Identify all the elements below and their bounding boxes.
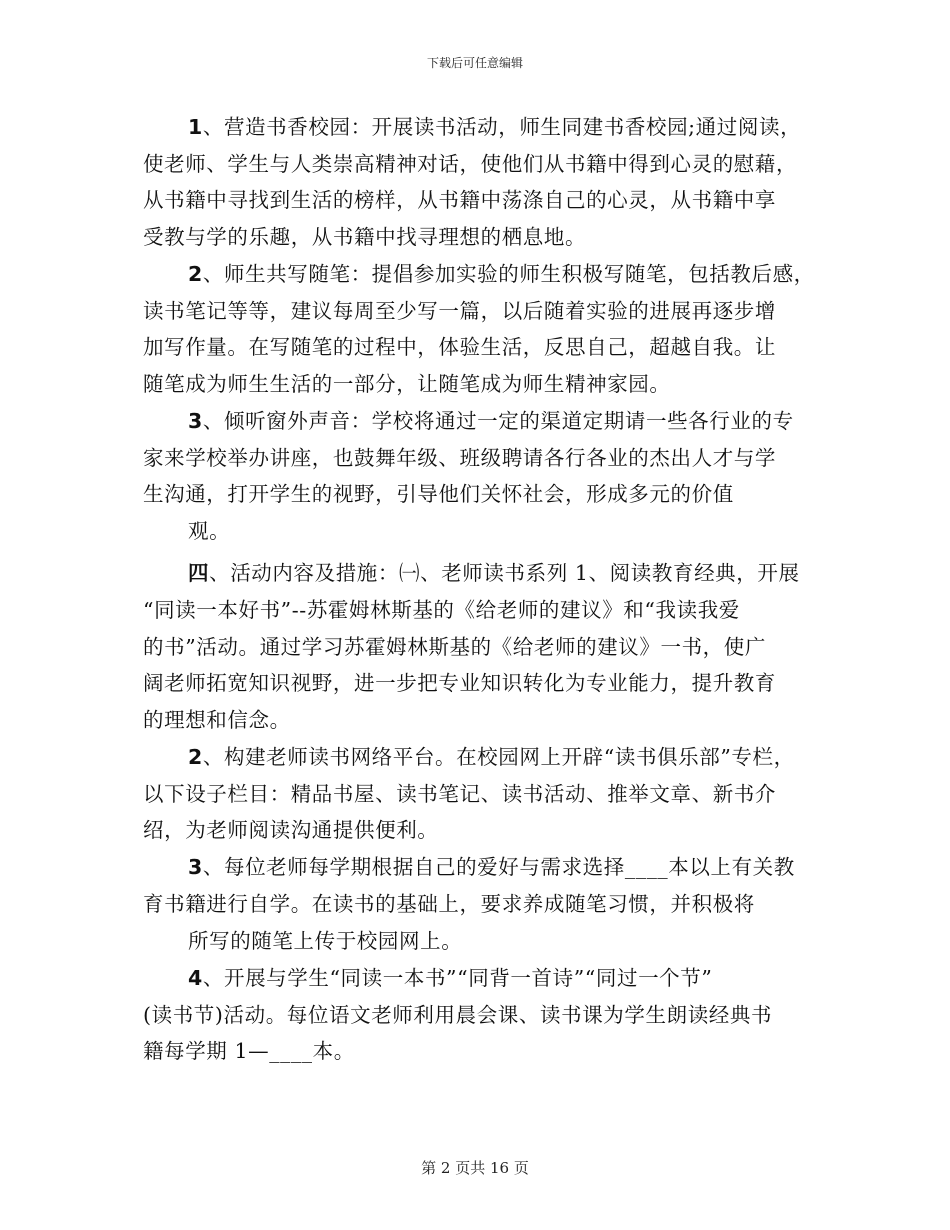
section-number: 四: [188, 561, 210, 585]
paragraph-line: 4、开展与学生“同读一本书”“同背一首诗”“同过一个节”: [188, 966, 713, 990]
paragraph-line: 3、倾听窗外声音：学校将通过一定的渠道定期请一些各行业的专: [188, 409, 794, 433]
item-number: 2: [188, 262, 203, 286]
item-number: 3: [188, 855, 203, 879]
paragraph-line: 的理想和信念。: [143, 708, 291, 732]
page-footer: 第 2 页共 16 页: [421, 1159, 529, 1177]
paragraph-line: “同读一本好书”--苏霍姆林斯基的《给老师的建议》和“我读我爱: [143, 598, 740, 622]
paragraph-line: 所写的随笔上传于校园网上。: [188, 929, 463, 953]
paragraph-line: 育书籍进行自学。在读书的基础上，要求养成随笔习惯，并积极将: [143, 892, 755, 916]
paragraph-line: 的书”活动。通过学习苏霍姆林斯基的《给老师的建议》一书，使广: [143, 635, 766, 659]
paragraph-line: 3、每位老师每学期根据自己的爱好与需求选择____本以上有关教: [188, 855, 795, 879]
item-number: 3: [188, 409, 203, 433]
paragraph-line: 1、营造书香校园：开展读书活动，师生同建书香校园;通过阅读，: [188, 115, 802, 139]
paragraph-line: 2、构建老师读书网络平台。在校园网上开辟“读书俱乐部”专栏，: [188, 745, 795, 769]
paragraph-line: 2、师生共写随笔：提倡参加实验的师生积极写随笔，包括教后感，: [188, 262, 815, 286]
item-number: 1: [188, 115, 203, 139]
paragraph-line: 以下设子栏目：精品书屋、读书笔记、读书活动、推举文章、新书介: [143, 782, 776, 806]
paragraph-line: 观。: [188, 519, 231, 543]
paragraph-line: 家来学校举办讲座，也鼓舞年级、班级聘请各行各业的杰出人才与学: [143, 446, 776, 470]
paragraph-line: 从书籍中寻找到生活的榜样，从书籍中荡涤自己的心灵，从书籍中享: [143, 188, 776, 212]
section-heading-line: 四、活动内容及措施：㈠、老师读书系列 1、阅读教育经典，开展: [188, 561, 800, 585]
paragraph-line: 使老师、学生与人类崇高精神对话，使他们从书籍中得到心灵的慰藉，: [143, 152, 798, 176]
paragraph-line: 随笔成为师生生活的一部分，让随笔成为师生精神家园。: [143, 372, 671, 396]
page-header: 下载后可任意编辑: [426, 56, 523, 70]
paragraph-line: 读书笔记等等，建议每周至少写一篇，以后随着实验的进展再逐步增: [143, 299, 776, 323]
paragraph-line: 加写作量。在写随笔的过程中，体验生活，反思自己，超越自我。让: [143, 335, 776, 359]
paragraph-line: (读书节)活动。每位语文老师利用晨会课、读书课为学生朗读经典书: [143, 1003, 773, 1027]
paragraph-line: 绍，为老师阅读沟通提供便利。: [143, 818, 439, 842]
item-number: 2: [188, 745, 203, 769]
paragraph-line: 籍每学期 1—____本。: [143, 1039, 355, 1063]
paragraph-line: 受教与学的乐趣，从书籍中找寻理想的栖息地。: [143, 225, 587, 249]
paragraph-line: 阔老师拓宽知识视野，进一步把专业知识转化为专业能力，提升教育: [143, 671, 776, 695]
item-number: 4: [188, 966, 203, 990]
paragraph-line: 生沟通，打开学生的视野，引导他们关怀社会，形成多元的价值: [143, 482, 734, 506]
